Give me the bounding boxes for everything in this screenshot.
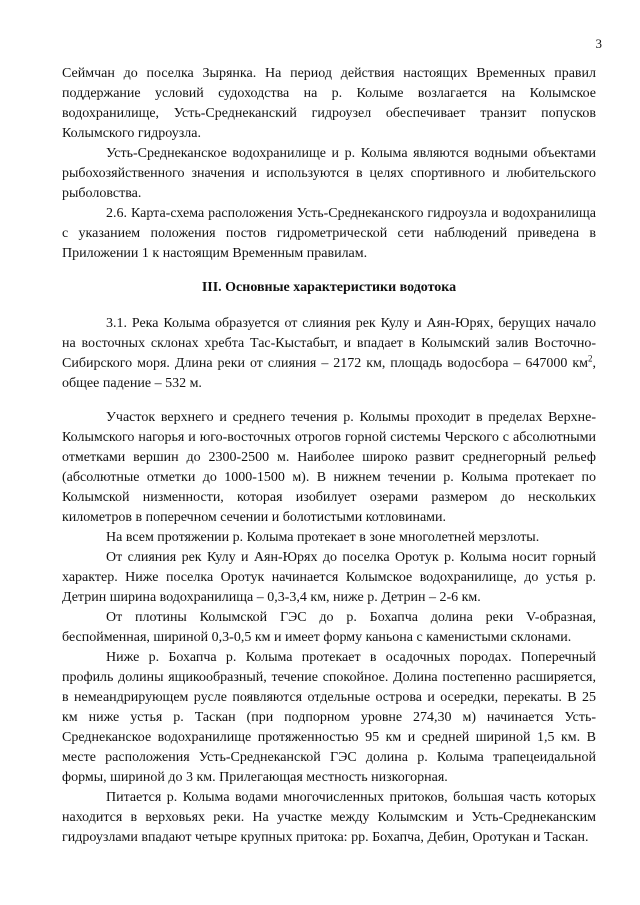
paragraph-orotuk: От слияния рек Кулу и Аян-Юрях до поселка Оротук р. Колыма носит горный характер. Ниже поселка Оротук начинается Колымское водохранилище, до устья р. Детрин ширина водохранилища – 0,3-3,4 км, ниже р. Детрин – 2-6 км.: [62, 550, 596, 605]
paragraph-continuation: Сеймчан до поселка Зырянка. На период действия настоящих Временных правил поддержание условий судоходства на р. Колыме возлагается на Колымское водохранилище, Усть-Среднеканский гидроузел обеспечивает транзит попусков Колымского гидроузла.: [62, 66, 596, 141]
paragraph-tributaries: Питается р. Колыма водами многочисленных притоков, большая часть которых находится в верховьях реки. На участке между Колымским и Усть-Среднеканским гидроузлами впадают четыре крупных притока: рр. Бохапча, Дебин, Оротукан и Таскан.: [62, 790, 596, 845]
paragraph-2-6: 2.6. Карта-схема расположения Усть-Среднеканского гидроузла и водохранилища с указанием положения постов гидрометрической сети наблюдений приведена в Приложении 1 к настоящим Временным правилам.: [62, 206, 596, 261]
document-body: [62, 64, 596, 848]
paragraph-kolyma-hpp: От плотины Колымской ГЭС до р. Бохапча долина реки V-образная, беспойменная, шириной 0,3-0,5 км и имеет форму каньона с каменистыми склонами.: [62, 610, 596, 645]
paragraph-3-1: [62, 314, 596, 394]
paragraph-bokhapcha: Ниже р. Бохапча р. Колыма протекает в осадочных породах. Поперечный профиль долины ящикообразный, течение спокойное. Долина постепенно расширяется, в немеандрирующем русле появляются отдельные острова и осередки, перекаты. В 25 км ниже устья р. Таскан (при подпорном уровне 274,30 м) начинается Усть-Среднеканское водохранилище протяженностью 95 км и средней шириной 1,5 км. В месте расположения Усть-Среднеканской ГЭС долина р. Колыма трапецеидальной формы, шириной до 3 км. Прилегающая местность низкогорная.: [62, 650, 596, 785]
paragraph-permafrost: На всем протяжении р. Колыма протекает в зоне многолетней мерзлоты.: [106, 530, 540, 545]
paragraph-upper-course: Участок верхнего и среднего течения р. Колымы проходит в пределах Верхне-Колымского нагорья и юго-восточных отрогов горной системы Черского с абсолютными отметками вершин до 2300-2500 м. Наиболее широко развит среднегорный рельеф (абсолютные отметки до 1000-1500 м). В нижнем течении р. Колыма протекает по Колымской низменности, которая изобилует озерами размером до нескольких километров в поперечном сечении и болотистыми котловинами.: [62, 410, 596, 525]
paragraph-3-1-text: 3.1. Река Колыма образуется от слияния рек Кулу и Аян-Юрях, берущих начало на восточных склонах хребта Тас-Кыстабыт, и впадает в Колымский залив Восточно-Сибирского моря. Длина реки от слияния – 2172 км, площадь водосбора – 647000 км: [62, 316, 596, 371]
area-unit-superscript: 2: [588, 353, 593, 364]
section-heading: III. Основные характеристики водотока: [201, 280, 457, 295]
paragraph-fishery: Усть-Среднеканское водохранилище и р. Колыма являются водными объектами рыбохозяйственного значения и используются в целях спортивного и любительского рыболовства.: [62, 146, 596, 201]
paragraph-3-1-tail: , общее падение – 532 м.: [62, 356, 596, 391]
page-number: 3: [595, 36, 602, 51]
